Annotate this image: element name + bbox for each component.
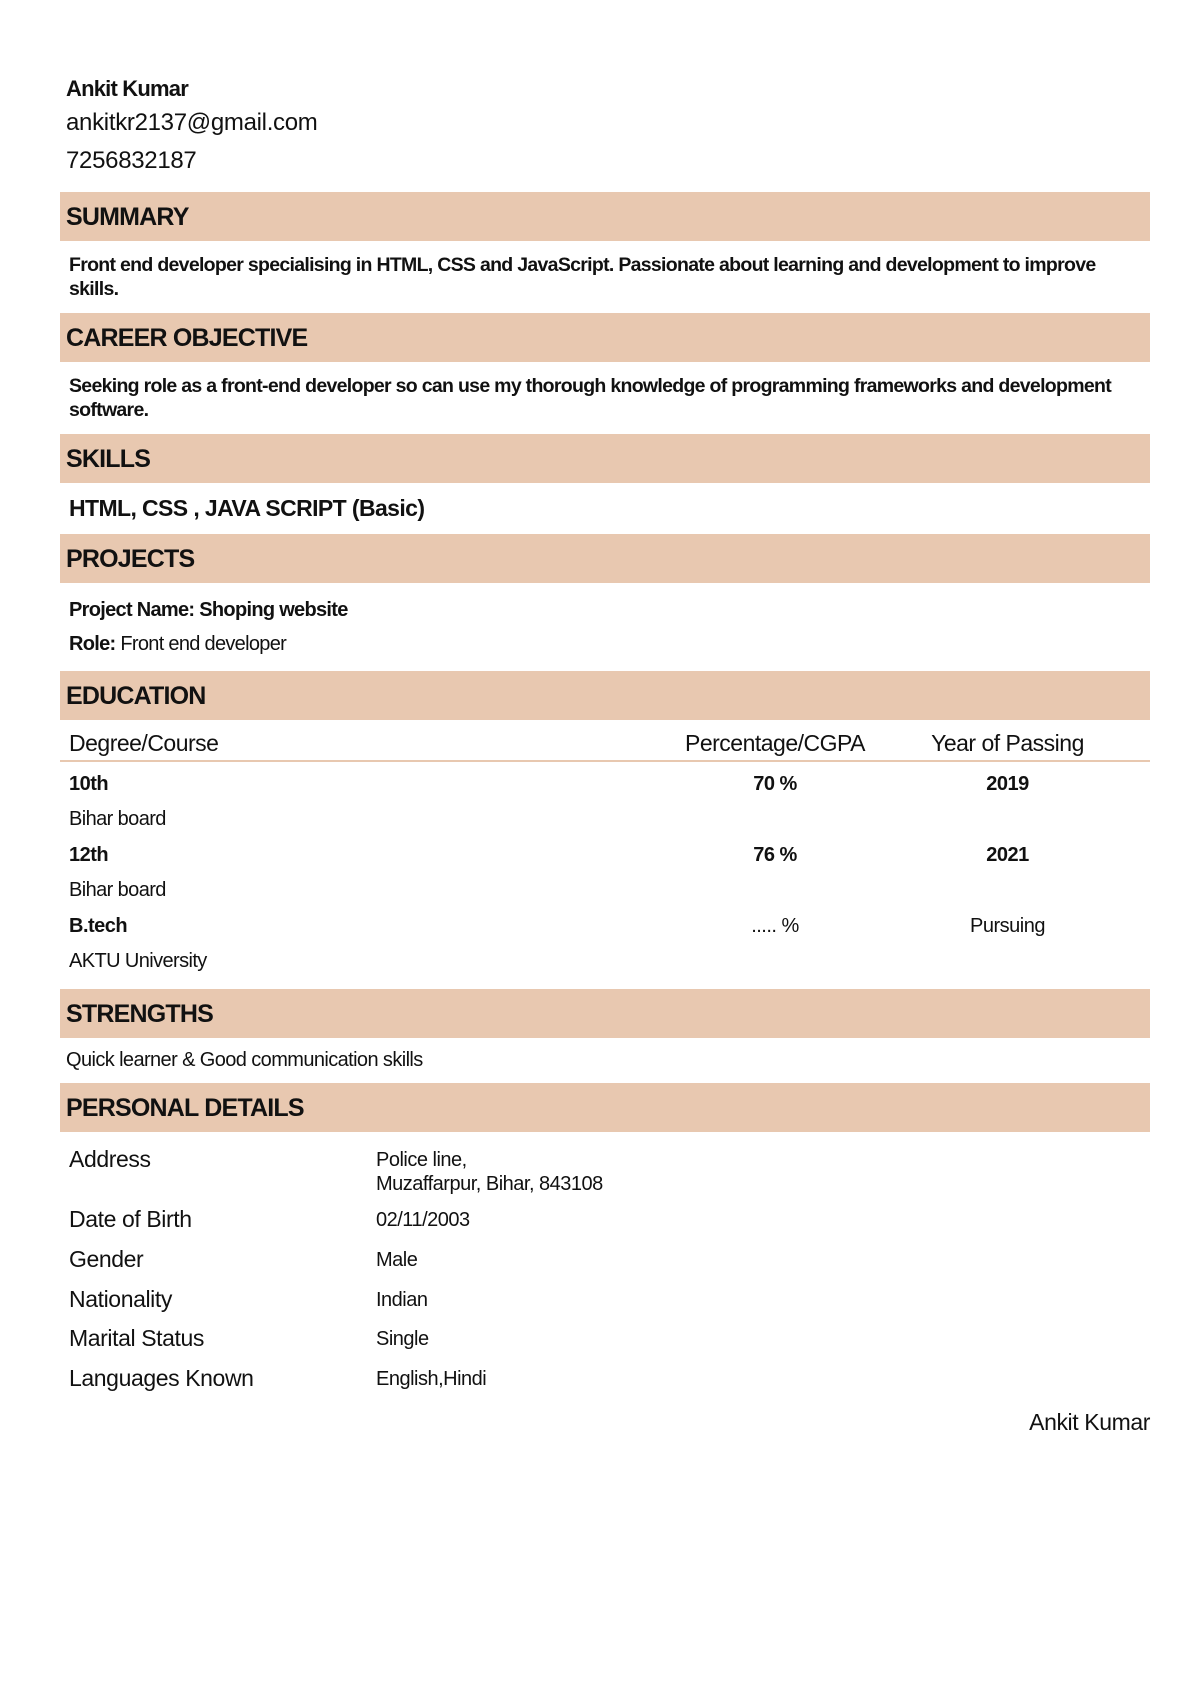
project-name: Shoping website [199,599,348,621]
skills-text: HTML, CSS , JAVA SCRIPT (Basic) [69,495,425,521]
email-address: ankitkr2137@gmail.com [66,109,318,136]
percentage-column-header: Percentage/CGPA [684,730,865,756]
project-role: Front end developer [120,633,287,655]
education-degree: 10th [69,773,109,795]
career-objective-text: Seeking role as a front-end developer so can use my thorough knowledge of programming frameworks and development software. [69,375,1111,421]
project-name-line [69,593,1141,627]
nationality-row [60,1282,1150,1321]
gender-row [60,1242,1150,1282]
marital-status-label: Marital Status [69,1325,205,1351]
education-degree: B.tech [69,915,128,937]
address-row [60,1142,1150,1202]
education-board: Bihar board [69,808,166,830]
dob-row [60,1202,1150,1242]
address-line-2: Muzaffarpur, Bihar, 843108 [376,1173,603,1195]
education-row [60,837,1150,873]
career-objective-heading: CAREER OBJECTIVE [60,313,1150,362]
education-year: 2019 [986,773,1029,795]
signature-area [60,1401,1150,1441]
personal-details-heading: PERSONAL DETAILS [60,1083,1150,1132]
languages-label: Languages Known [69,1365,254,1391]
projects-heading: PROJECTS [60,534,1150,583]
education-year: 2021 [986,844,1029,866]
skills-heading: SKILLS [60,434,1150,483]
strengths-text: Quick learner & Good communication skills [66,1049,423,1071]
gender-value: Male [376,1249,418,1271]
project-details [60,583,1150,671]
project-name-label: Project Name: [69,599,195,621]
dob-value: 02/11/2003 [376,1209,470,1231]
degree-column-header: Degree/Course [69,730,219,756]
summary-heading: SUMMARY [60,192,1150,241]
nationality-value: Indian [376,1289,428,1311]
candidate-name: Ankit Kumar [66,76,188,101]
education-percentage: ..... % [751,915,799,937]
education-table-header [60,720,1150,762]
resume-page [60,70,1150,1441]
education-heading: EDUCATION [60,671,1150,720]
marital-status-row [60,1321,1150,1361]
marital-status-value: Single [376,1328,429,1350]
summary-text: Front end developer specialising in HTML, CSS and JavaScript. Passionate about learning and development to improve skills. [69,254,1096,300]
education-board: AKTU University [69,950,207,972]
education-degree: 12th [69,844,109,866]
address-label: Address [69,1146,151,1172]
phone-number: 7256832187 [66,147,197,174]
languages-value: English,Hindi [376,1368,487,1390]
year-column-header: Year of Passing [931,730,1084,756]
strengths-heading: STRENGTHS [60,989,1150,1038]
education-row [60,908,1150,944]
dob-label: Date of Birth [69,1206,192,1232]
project-role-line [69,627,1141,661]
languages-row [60,1361,1150,1401]
address-value [376,1142,603,1196]
personal-details-table [60,1132,1150,1401]
education-board: Bihar board [69,879,166,901]
gender-label: Gender [69,1246,144,1272]
education-row [60,766,1150,802]
education-percentage: 76 % [753,844,797,866]
nationality-label: Nationality [69,1286,172,1312]
education-year: Pursuing [970,915,1045,937]
signature-name: Ankit Kumar [1029,1409,1150,1435]
education-percentage: 70 % [753,773,797,795]
project-role-label: Role: [69,633,116,655]
address-line-1: Police line, [376,1149,467,1171]
